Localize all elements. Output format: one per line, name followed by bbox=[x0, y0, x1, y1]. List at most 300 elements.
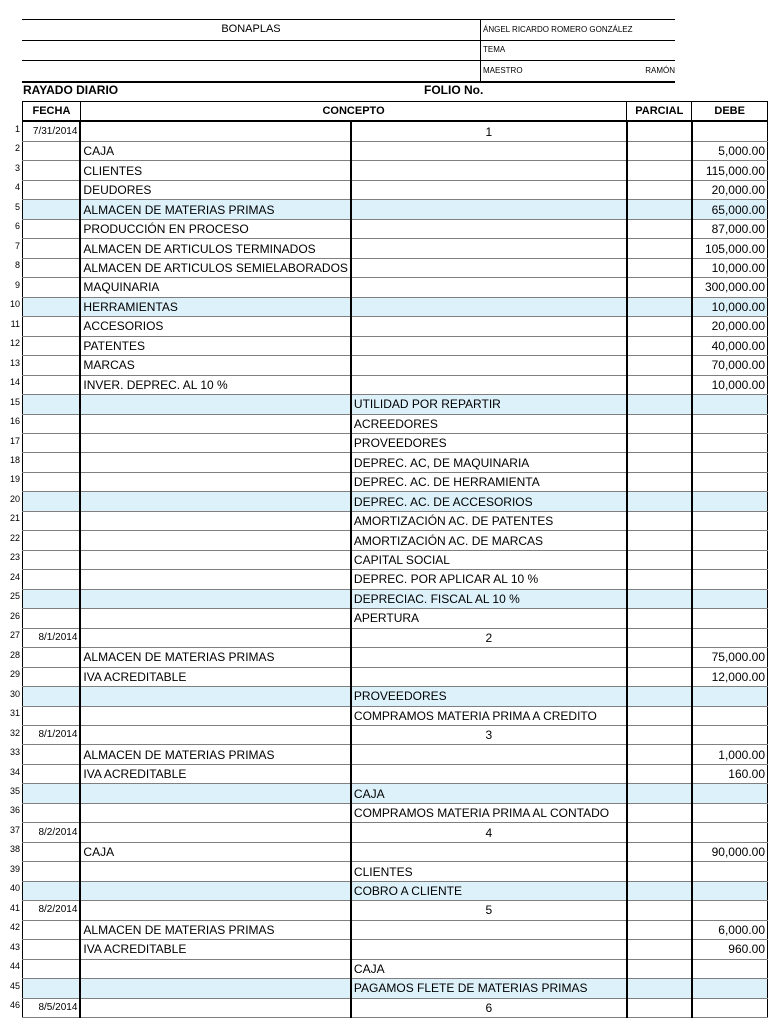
cell-debe bbox=[692, 453, 768, 472]
cell-debe: 10,000.00 bbox=[692, 258, 768, 277]
cell-cargo bbox=[80, 803, 351, 822]
cell-parcial bbox=[627, 219, 692, 238]
cell-cargo: MARCAS bbox=[80, 356, 351, 375]
cell-cargo: IVA ACREDITABLE bbox=[80, 764, 351, 783]
cell-debe: 40,000.00 bbox=[692, 336, 768, 355]
cell-cargo bbox=[80, 784, 351, 803]
row-number: 21 bbox=[9, 513, 20, 524]
cell-fecha bbox=[23, 375, 81, 394]
cell-fecha bbox=[23, 570, 81, 589]
header-rule-2 bbox=[22, 40, 675, 41]
table-row bbox=[23, 998, 768, 1017]
cell-fecha bbox=[23, 609, 81, 628]
cell-parcial bbox=[627, 570, 692, 589]
cell-debe bbox=[692, 784, 768, 803]
cell-fecha bbox=[23, 180, 81, 199]
row-number: 44 bbox=[9, 961, 20, 972]
cell-debe: 87,000.00 bbox=[692, 219, 768, 238]
cell-debe: 115,000.00 bbox=[692, 161, 768, 180]
table-row bbox=[23, 278, 768, 297]
cell-parcial bbox=[627, 667, 692, 686]
table-row bbox=[23, 121, 768, 141]
cell-cargo: ALMACEN DE ARTICULOS SEMIELABORADOS bbox=[80, 258, 351, 277]
cell-abono: AMORTIZACIÓN AC. DE MARCAS bbox=[351, 531, 627, 550]
table-row bbox=[23, 433, 768, 452]
cell-abono bbox=[351, 842, 627, 861]
row-number: 29 bbox=[9, 669, 20, 680]
cell-abono bbox=[351, 667, 627, 686]
cell-parcial bbox=[627, 940, 692, 959]
cell-abono: COMPRAMOS MATERIA PRIMA AL CONTADO bbox=[351, 803, 627, 822]
cell-fecha: 8/2/2014 bbox=[23, 823, 81, 842]
table-row bbox=[23, 180, 768, 199]
cell-cargo: PRODUCCIÓN EN PROCESO bbox=[80, 219, 351, 238]
cell-debe: 65,000.00 bbox=[692, 200, 768, 219]
cell-fecha bbox=[23, 862, 81, 881]
cell-abono: 3 bbox=[351, 726, 627, 745]
cell-fecha: 7/31/2014 bbox=[23, 121, 81, 141]
cell-fecha bbox=[23, 687, 81, 706]
cell-abono bbox=[351, 180, 627, 199]
cell-debe: 20,000.00 bbox=[692, 180, 768, 199]
cell-fecha bbox=[23, 395, 81, 414]
cell-debe bbox=[692, 823, 768, 842]
row-number: 26 bbox=[9, 610, 20, 621]
cell-cargo: ALMACEN DE MATERIAS PRIMAS bbox=[80, 920, 351, 939]
cell-abono bbox=[351, 219, 627, 238]
cell-abono: CAPITAL SOCIAL bbox=[351, 550, 627, 569]
table-row bbox=[23, 862, 768, 881]
cell-cargo bbox=[80, 901, 351, 920]
cell-fecha bbox=[23, 414, 81, 433]
row-number: 23 bbox=[9, 552, 20, 563]
cell-cargo: IVA ACREDITABLE bbox=[80, 940, 351, 959]
table-row bbox=[23, 959, 768, 978]
cell-debe bbox=[692, 414, 768, 433]
cell-debe: 12,000.00 bbox=[692, 667, 768, 686]
cell-cargo: INVER. DEPREC. AL 10 % bbox=[80, 375, 351, 394]
row-number: 16 bbox=[9, 416, 20, 427]
cell-debe bbox=[692, 726, 768, 745]
column-header-debe: DEBE bbox=[692, 102, 768, 122]
cell-fecha bbox=[23, 940, 81, 959]
cell-abono bbox=[351, 200, 627, 219]
cell-cargo: CLIENTES bbox=[80, 161, 351, 180]
cell-cargo bbox=[80, 862, 351, 881]
cell-abono: CAJA bbox=[351, 959, 627, 978]
row-number: 15 bbox=[9, 396, 20, 407]
table-row bbox=[23, 784, 768, 803]
cell-cargo bbox=[80, 531, 351, 550]
cell-debe bbox=[692, 395, 768, 414]
row-number: 39 bbox=[9, 863, 20, 874]
row-number: 42 bbox=[9, 922, 20, 933]
cell-abono bbox=[351, 375, 627, 394]
cell-abono: DEPREC. AC. DE ACCESORIOS bbox=[351, 492, 627, 511]
cell-fecha bbox=[23, 881, 81, 900]
row-number: 9 bbox=[14, 279, 20, 290]
header-divider bbox=[480, 19, 481, 82]
cell-fecha bbox=[23, 317, 81, 336]
cell-debe bbox=[692, 862, 768, 881]
maestro-label: MAESTRO bbox=[483, 66, 523, 75]
row-number: 7 bbox=[14, 240, 20, 251]
cell-fecha bbox=[23, 648, 81, 667]
cell-debe: 10,000.00 bbox=[692, 297, 768, 316]
cell-debe bbox=[692, 550, 768, 569]
cell-cargo: HERRAMIENTAS bbox=[80, 297, 351, 316]
cell-cargo bbox=[80, 414, 351, 433]
cell-debe bbox=[692, 881, 768, 900]
cell-debe bbox=[692, 589, 768, 608]
row-number: 3 bbox=[14, 162, 20, 173]
cell-parcial bbox=[627, 492, 692, 511]
row-number: 5 bbox=[14, 201, 20, 212]
cell-cargo bbox=[80, 472, 351, 491]
cell-fecha bbox=[23, 219, 81, 238]
cell-debe bbox=[692, 121, 768, 141]
row-number: 22 bbox=[9, 532, 20, 543]
cell-fecha bbox=[23, 920, 81, 939]
cell-fecha bbox=[23, 200, 81, 219]
cell-abono bbox=[351, 356, 627, 375]
row-number: 37 bbox=[9, 824, 20, 835]
row-number: 20 bbox=[9, 493, 20, 504]
cell-parcial bbox=[627, 550, 692, 569]
cell-parcial bbox=[627, 764, 692, 783]
cell-parcial bbox=[627, 161, 692, 180]
table-row bbox=[23, 881, 768, 900]
header-rule-4 bbox=[22, 81, 675, 83]
row-number: 24 bbox=[9, 571, 20, 582]
cell-abono: UTILIDAD POR REPARTIR bbox=[351, 395, 627, 414]
row-number: 6 bbox=[14, 221, 20, 232]
cell-debe: 90,000.00 bbox=[692, 842, 768, 861]
cell-debe bbox=[692, 609, 768, 628]
row-number: 25 bbox=[9, 591, 20, 602]
cell-fecha: 8/2/2014 bbox=[23, 901, 81, 920]
cell-debe bbox=[692, 979, 768, 998]
cell-parcial bbox=[627, 472, 692, 491]
cell-parcial bbox=[627, 609, 692, 628]
cell-fecha: 8/1/2014 bbox=[23, 726, 81, 745]
cell-cargo: DEUDORES bbox=[80, 180, 351, 199]
cell-debe bbox=[692, 511, 768, 530]
column-header-concepto: CONCEPTO bbox=[80, 102, 626, 122]
table-row bbox=[23, 901, 768, 920]
cell-parcial bbox=[627, 726, 692, 745]
table-row bbox=[23, 842, 768, 861]
cell-fecha bbox=[23, 453, 81, 472]
cell-parcial bbox=[627, 375, 692, 394]
cell-cargo bbox=[80, 628, 351, 647]
table-header-row bbox=[23, 102, 768, 122]
cell-cargo: CAJA bbox=[80, 842, 351, 861]
cell-fecha: 8/1/2014 bbox=[23, 628, 81, 647]
row-number: 4 bbox=[14, 182, 20, 193]
cell-parcial bbox=[627, 395, 692, 414]
cell-parcial bbox=[627, 278, 692, 297]
cell-abono bbox=[351, 745, 627, 764]
cell-parcial bbox=[627, 687, 692, 706]
cell-abono bbox=[351, 141, 627, 160]
table-row bbox=[23, 453, 768, 472]
cell-parcial bbox=[627, 414, 692, 433]
cell-abono bbox=[351, 258, 627, 277]
cell-abono bbox=[351, 239, 627, 258]
cell-cargo bbox=[80, 395, 351, 414]
column-header-parcial: PARCIAL bbox=[627, 102, 692, 122]
cell-fecha bbox=[23, 492, 81, 511]
cell-parcial bbox=[627, 336, 692, 355]
cell-debe bbox=[692, 687, 768, 706]
cell-debe bbox=[692, 959, 768, 978]
row-number: 28 bbox=[9, 649, 20, 660]
table-row bbox=[23, 940, 768, 959]
table-row bbox=[23, 648, 768, 667]
cell-debe bbox=[692, 706, 768, 725]
row-number: 41 bbox=[9, 902, 20, 913]
cell-cargo bbox=[80, 998, 351, 1017]
header-rule-3 bbox=[22, 60, 675, 61]
cell-parcial bbox=[627, 784, 692, 803]
cell-cargo bbox=[80, 609, 351, 628]
cell-parcial bbox=[627, 121, 692, 141]
cell-debe: 10,000.00 bbox=[692, 375, 768, 394]
row-number: 38 bbox=[9, 844, 20, 855]
table-row bbox=[23, 628, 768, 647]
table-row bbox=[23, 823, 768, 842]
cell-cargo bbox=[80, 550, 351, 569]
cell-parcial bbox=[627, 589, 692, 608]
cell-abono: CLIENTES bbox=[351, 862, 627, 881]
cell-abono: APERTURA bbox=[351, 609, 627, 628]
table-row bbox=[23, 258, 768, 277]
cell-fecha bbox=[23, 842, 81, 861]
table-row bbox=[23, 803, 768, 822]
cell-abono: COBRO A CLIENTE bbox=[351, 881, 627, 900]
row-number: 45 bbox=[9, 980, 20, 991]
cell-cargo bbox=[80, 706, 351, 725]
cell-fecha bbox=[23, 239, 81, 258]
cell-abono: DEPREC. AC. DE HERRAMIENTA bbox=[351, 472, 627, 491]
column-header-fecha: FECHA bbox=[23, 102, 81, 122]
cell-debe bbox=[692, 998, 768, 1017]
cell-abono: 6 bbox=[351, 998, 627, 1017]
cell-parcial bbox=[627, 200, 692, 219]
cell-parcial bbox=[627, 648, 692, 667]
company-name: BONAPLAS bbox=[221, 23, 281, 35]
cell-abono: PAGAMOS FLETE DE MATERIAS PRIMAS bbox=[351, 979, 627, 998]
cell-fecha bbox=[23, 258, 81, 277]
cell-cargo bbox=[80, 726, 351, 745]
cell-abono bbox=[351, 336, 627, 355]
cell-fecha bbox=[23, 511, 81, 530]
cell-cargo bbox=[80, 881, 351, 900]
cell-fecha bbox=[23, 979, 81, 998]
cell-abono: 5 bbox=[351, 901, 627, 920]
row-number: 32 bbox=[9, 727, 20, 738]
cell-fecha bbox=[23, 706, 81, 725]
cell-abono: AMORTIZACIÓN AC. DE PATENTES bbox=[351, 511, 627, 530]
cell-abono: DEPRECIAC. FISCAL AL 10 % bbox=[351, 589, 627, 608]
cell-cargo bbox=[80, 511, 351, 530]
cell-parcial bbox=[627, 998, 692, 1017]
cell-debe: 105,000.00 bbox=[692, 239, 768, 258]
cell-cargo bbox=[80, 823, 351, 842]
cell-cargo bbox=[80, 121, 351, 141]
table-row bbox=[23, 356, 768, 375]
table-row bbox=[23, 492, 768, 511]
row-number: 14 bbox=[9, 377, 20, 388]
cell-cargo bbox=[80, 492, 351, 511]
table-row bbox=[23, 706, 768, 725]
cell-cargo bbox=[80, 453, 351, 472]
cell-cargo bbox=[80, 687, 351, 706]
row-number: 12 bbox=[9, 338, 20, 349]
cell-parcial bbox=[627, 862, 692, 881]
row-number: 34 bbox=[9, 766, 20, 777]
table-row bbox=[23, 726, 768, 745]
cell-debe bbox=[692, 531, 768, 550]
cell-abono: DEPREC. AC, DE MAQUINARIA bbox=[351, 453, 627, 472]
table-row bbox=[23, 141, 768, 160]
table-row bbox=[23, 570, 768, 589]
maestro-name: RAMÓN bbox=[645, 66, 675, 75]
cell-fecha bbox=[23, 667, 81, 686]
cell-fecha bbox=[23, 589, 81, 608]
table-row bbox=[23, 979, 768, 998]
cell-parcial bbox=[627, 959, 692, 978]
cell-cargo: PATENTES bbox=[80, 336, 351, 355]
row-number: 11 bbox=[10, 318, 20, 329]
cell-cargo: MAQUINARIA bbox=[80, 278, 351, 297]
table-row bbox=[23, 395, 768, 414]
row-number: 8 bbox=[14, 260, 20, 271]
journal-table bbox=[22, 101, 768, 1018]
cell-parcial bbox=[627, 258, 692, 277]
cell-cargo: ALMACEN DE ARTICULOS TERMINADOS bbox=[80, 239, 351, 258]
cell-parcial bbox=[627, 823, 692, 842]
cell-debe: 960.00 bbox=[692, 940, 768, 959]
cell-debe bbox=[692, 570, 768, 589]
table-row bbox=[23, 589, 768, 608]
cell-fecha bbox=[23, 472, 81, 491]
cell-fecha: 8/5/2014 bbox=[23, 998, 81, 1017]
cell-parcial bbox=[627, 297, 692, 316]
row-number: 40 bbox=[9, 883, 20, 894]
cell-abono: PROVEEDORES bbox=[351, 687, 627, 706]
table-row bbox=[23, 297, 768, 316]
cell-fecha bbox=[23, 784, 81, 803]
cell-abono bbox=[351, 161, 627, 180]
cell-debe bbox=[692, 803, 768, 822]
cell-fecha bbox=[23, 745, 81, 764]
cell-abono bbox=[351, 940, 627, 959]
cell-cargo: ACCESORIOS bbox=[80, 317, 351, 336]
cell-debe: 5,000.00 bbox=[692, 141, 768, 160]
cell-debe bbox=[692, 628, 768, 647]
cell-debe: 6,000.00 bbox=[692, 920, 768, 939]
row-number: 35 bbox=[9, 785, 20, 796]
cell-parcial bbox=[627, 433, 692, 452]
row-number: 18 bbox=[9, 454, 20, 465]
cell-abono bbox=[351, 317, 627, 336]
cell-abono: COMPRAMOS MATERIA PRIMA A CREDITO bbox=[351, 706, 627, 725]
table-row bbox=[23, 317, 768, 336]
cell-abono: PROVEEDORES bbox=[351, 433, 627, 452]
cell-debe bbox=[692, 492, 768, 511]
cell-abono: CAJA bbox=[351, 784, 627, 803]
cell-parcial bbox=[627, 881, 692, 900]
table-row bbox=[23, 920, 768, 939]
table-row bbox=[23, 667, 768, 686]
table-row bbox=[23, 550, 768, 569]
cell-fecha bbox=[23, 433, 81, 452]
cell-debe: 300,000.00 bbox=[692, 278, 768, 297]
cell-fecha bbox=[23, 531, 81, 550]
row-number: 27 bbox=[9, 630, 20, 641]
cell-abono: DEPREC. POR APLICAR AL 10 % bbox=[351, 570, 627, 589]
cell-cargo: ALMACEN DE MATERIAS PRIMAS bbox=[80, 200, 351, 219]
cell-debe: 160.00 bbox=[692, 764, 768, 783]
cell-fecha bbox=[23, 297, 81, 316]
cell-fecha bbox=[23, 959, 81, 978]
row-number: 17 bbox=[9, 435, 20, 446]
cell-cargo: ALMACEN DE MATERIAS PRIMAS bbox=[80, 745, 351, 764]
header-top-rule bbox=[22, 19, 675, 20]
cell-abono: 4 bbox=[351, 823, 627, 842]
cell-cargo bbox=[80, 589, 351, 608]
cell-parcial bbox=[627, 180, 692, 199]
row-number: 31 bbox=[9, 708, 20, 719]
cell-debe bbox=[692, 433, 768, 452]
cell-abono bbox=[351, 920, 627, 939]
cell-parcial bbox=[627, 842, 692, 861]
cell-parcial bbox=[627, 628, 692, 647]
table-row bbox=[23, 609, 768, 628]
row-number: 46 bbox=[9, 1000, 20, 1011]
cell-debe bbox=[692, 901, 768, 920]
cell-parcial bbox=[627, 453, 692, 472]
cell-cargo bbox=[80, 433, 351, 452]
row-number: 36 bbox=[9, 805, 20, 816]
cell-parcial bbox=[627, 356, 692, 375]
cell-parcial bbox=[627, 706, 692, 725]
row-number: 1 bbox=[14, 124, 20, 134]
cell-parcial bbox=[627, 317, 692, 336]
row-number: 33 bbox=[9, 747, 20, 758]
cell-fecha bbox=[23, 141, 81, 160]
cell-parcial bbox=[627, 803, 692, 822]
cell-abono: 2 bbox=[351, 628, 627, 647]
cell-cargo: IVA ACREDITABLE bbox=[80, 667, 351, 686]
cell-debe: 70,000.00 bbox=[692, 356, 768, 375]
cell-parcial bbox=[627, 531, 692, 550]
table-row bbox=[23, 764, 768, 783]
cell-parcial bbox=[627, 141, 692, 160]
cell-cargo bbox=[80, 959, 351, 978]
table-row bbox=[23, 375, 768, 394]
cell-fecha bbox=[23, 161, 81, 180]
cell-debe: 20,000.00 bbox=[692, 317, 768, 336]
journal-title: RAYADO DIARIO bbox=[23, 83, 119, 97]
table-row bbox=[23, 219, 768, 238]
cell-parcial bbox=[627, 511, 692, 530]
cell-fecha bbox=[23, 764, 81, 783]
cell-parcial bbox=[627, 979, 692, 998]
row-number: 10 bbox=[9, 299, 20, 310]
